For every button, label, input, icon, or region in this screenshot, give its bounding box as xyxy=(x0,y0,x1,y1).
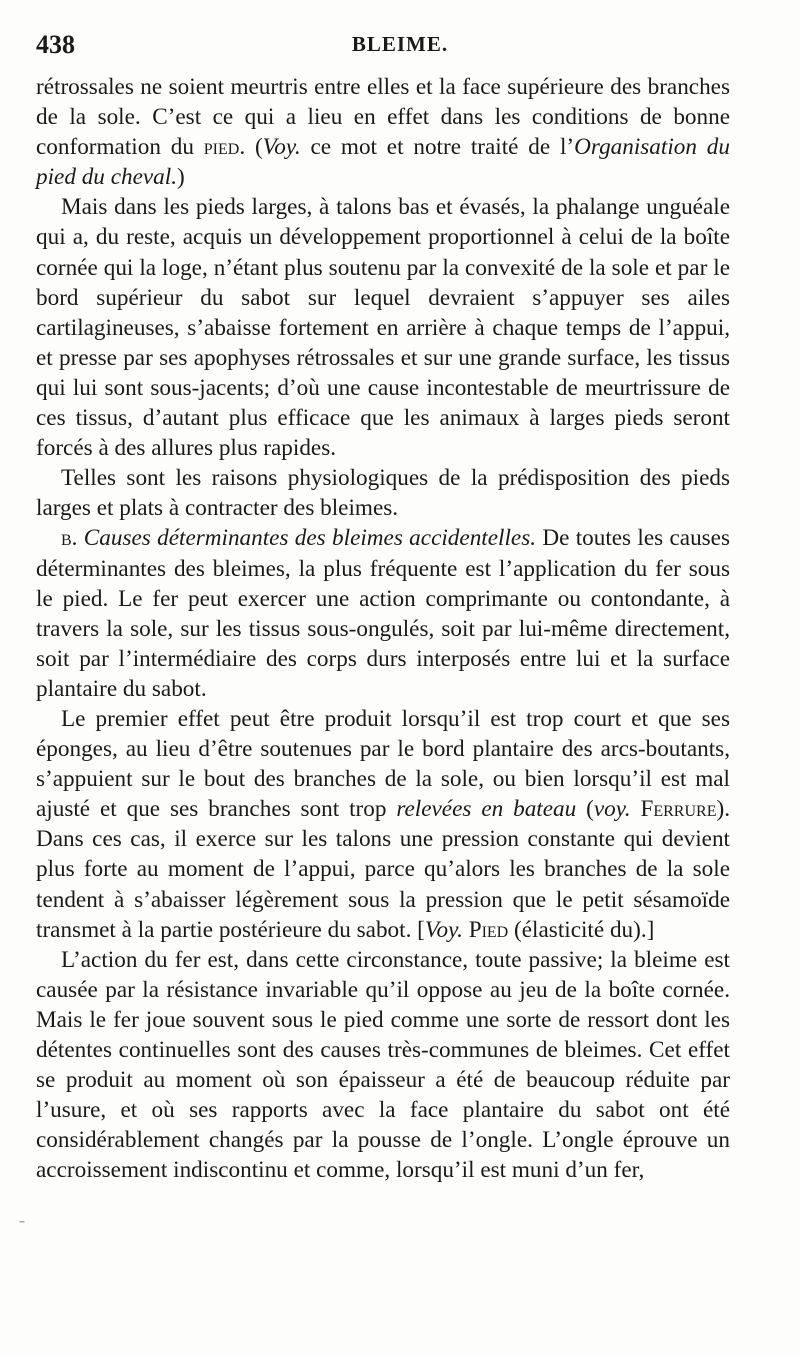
p5-text-2: ( xyxy=(576,796,594,823)
p1-text-1: rétrossales ne soient meurtris entre elles et la face supérieure des branches de la sole. C’est ce qui a lieu en effet dans les conditions de bonne conformation du xyxy=(36,74,730,161)
p1-italic-voy: Voy. xyxy=(262,134,301,161)
margin-mark: - xyxy=(19,1210,25,1230)
paragraph-2: Mais dans les pieds larges, à talons bas et évasés, la phalange unguéale qui a, du reste, acquis un développement proportionnel à celui de la boîte cornée qui la loge, n’étant plus soutenu par la convexité de la sole et par le bord supérieur du sabot sur lequel devraient s’appuyer ses ailes cartilagineuses, s’abaisse fortement en arrière à chaque temps de l’appui, et presse par ses apophyses rétrossales et sur une grande surface, les tissus qui lui sont sous-jacents; d’où une cause incontestable de meurtrissure de ces tissus, d’autant plus efficace que les animaux à larges pieds seront forcés à des allures plus rapides. xyxy=(36,194,730,462)
body-text xyxy=(36,72,730,1185)
paragraph-6: L’action du fer est, dans cette circonstance, toute passive; la bleime est causée par la résistance invariable qu’il oppose au jeu de la boîte cornée. Mais le fer joue souvent sous le pied comme une sorte de ressort dont les détentes continuelles sont des causes très-communes de bleimes. Cet effet se produit au moment où son épaisseur a été de beaucoup réduite par l’usure, et où ses rapports avec la face plantaire du sabot ont été considérablement changés par la pousse de l’ongle. L’ongle éprouve un accroissement indiscontinu et comme, lorsqu’il est muni d’un fer, xyxy=(36,946,730,1184)
p5-italic-voy-2: Voy. xyxy=(424,916,463,943)
p1-italic-organisation: Organisation du pied du cheval. xyxy=(36,134,730,191)
p1-smallcaps-pied: pied xyxy=(203,134,240,161)
paragraph-4 xyxy=(36,523,730,704)
p5-text-1: Le premier effet peut être produit lorsqu’il est trop court et que ses éponges, au lieu d’être soutenues par le bord plantaire des arcs-boutants, s’appuient sur le bout des branches de la sole, ou bien lorsqu’il est mal ajusté et que ses branches sont trop xyxy=(36,705,730,823)
p5-text-3 xyxy=(631,796,641,822)
p4-text-1: De toutes les causes déterminantes des bleimes, la plus fréquente est l’application du fer sous le pied. Le fer peut exercer une action comprimante ou contondante, à travers la sole, sur les tissus sous-ongulés, soit par lui-même directement, soit par l’intermédiaire des corps durs interposés entre lui et la surface plantaire du sabot. xyxy=(36,525,730,702)
p4-section-letter: b. xyxy=(61,525,78,552)
page-number: 438 xyxy=(36,30,75,59)
p1-text-3: ce mot et notre traité de l’ xyxy=(300,134,575,161)
paragraph-5 xyxy=(36,704,730,945)
p1-text-4: ) xyxy=(177,164,185,191)
p4-italic-heading: Causes déterminantes des bleimes accidentelles. xyxy=(83,525,537,552)
p5-italic-relevees: relevées en bateau xyxy=(396,796,577,823)
p5-text-4: ). Dans ces cas, il exerce sur les talons une pression constante qui devient plus forte au moment de l’appui, parce qu’alors les branches de la sole tendent à s’abaisser légèrement sous la pression que le petit sésamoïde transmet à la partie postérieure du sabot. [ xyxy=(36,796,730,943)
p5-italic-voy: voy. xyxy=(593,796,631,823)
p5-text-6: (élasticité du).] xyxy=(508,916,655,943)
p5-smallcaps-ferrure: Ferrure xyxy=(640,796,717,823)
p1-text-2: . ( xyxy=(239,134,263,161)
p5-smallcaps-pied: Pied xyxy=(468,916,509,943)
running-head xyxy=(36,30,764,60)
header-title: BLEIME. xyxy=(351,32,449,56)
paragraph-3: Telles sont les raisons physiologiques de la prédisposition des pieds larges et plats à contracter des bleimes. xyxy=(36,465,730,522)
paragraph-1 xyxy=(36,72,730,192)
